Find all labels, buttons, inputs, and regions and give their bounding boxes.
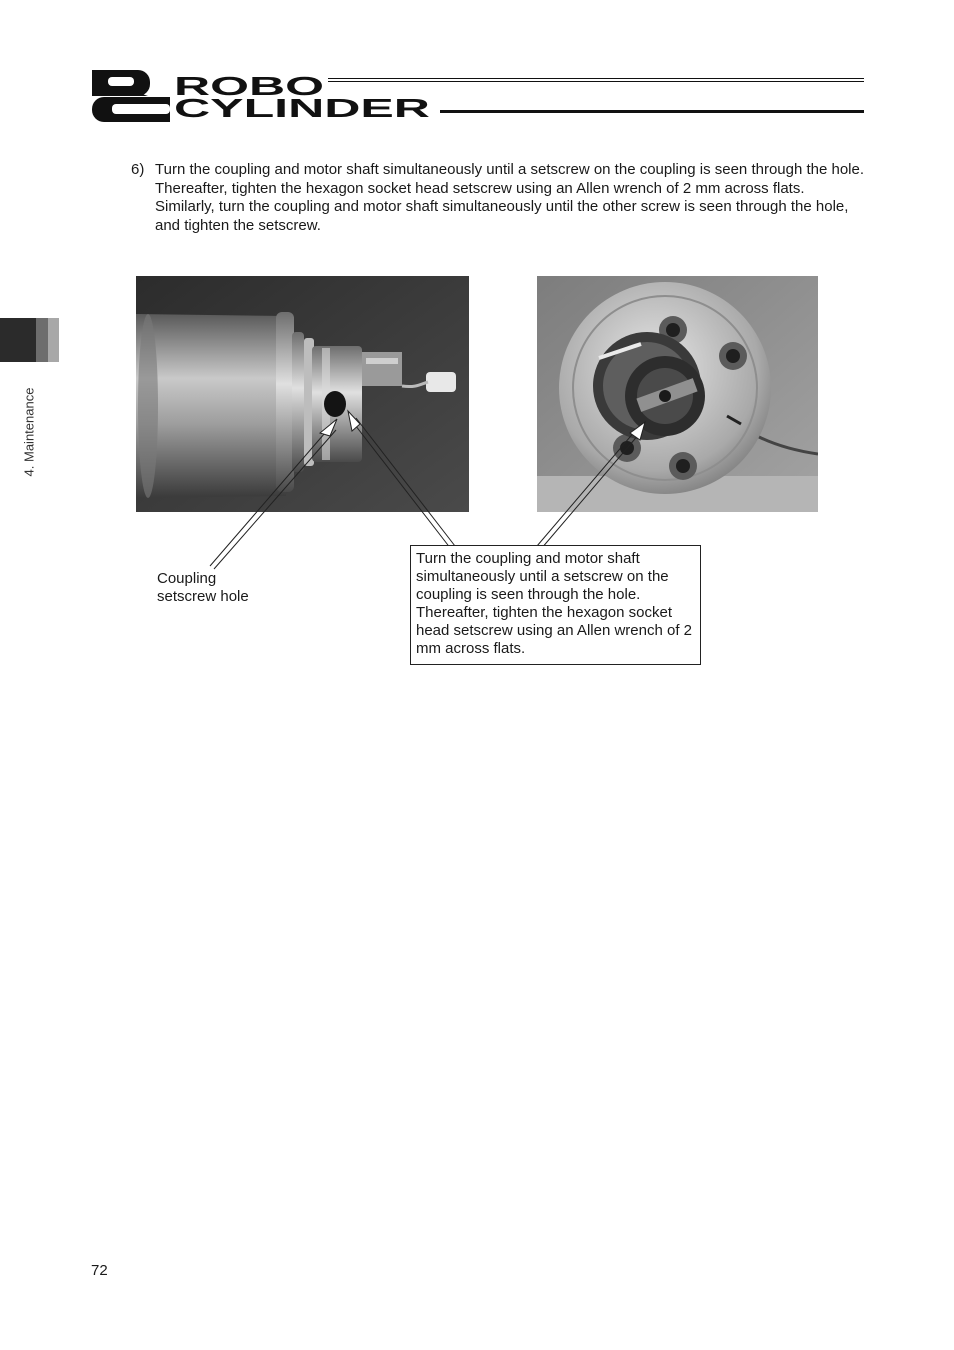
step-line-2: Thereafter, tighten the hexagon socket head setscrew using an Allen wrench of 2 mm across flats. <box>155 179 805 197</box>
logo-line2: CYLINDER <box>174 93 431 123</box>
header-rule-mid <box>328 81 864 82</box>
side-tab-light <box>48 318 59 362</box>
step-instructions <box>155 161 865 235</box>
step-line-1: Turn the coupling and motor shaft simultaneously until a setscrew on the coupling is seen through the hole. <box>155 161 865 178</box>
coupling-front-photo <box>537 276 818 512</box>
side-tab-mid <box>36 318 48 362</box>
header-rule-thick <box>440 110 864 113</box>
robo-cylinder-logo <box>90 68 435 124</box>
side-tab-dark <box>0 318 36 362</box>
section-label: 4. Maintenance <box>21 387 37 477</box>
instruction-callout: Turn the coupling and motor shaft simultaneously until a setscrew on the coupling is seen through the hole. Thereafter, tighten the hexagon socket head setscrew using an Allen wrench of 2 mm across flats. <box>410 545 701 665</box>
step-number: 6) <box>131 161 145 178</box>
motor-side-illustration <box>136 276 469 512</box>
coupling-front-illustration <box>537 276 818 512</box>
motor-side-photo <box>136 276 469 512</box>
step-line-3: Similarly, turn the coupling and motor shaft simultaneously until the other screw is seen through the hole, and tighten the setscrew. <box>155 198 849 234</box>
coupling-setscrew-hole-label <box>157 570 249 606</box>
hole-label-line-1: Coupling <box>157 570 217 587</box>
logo-line1: ROBO <box>174 71 324 101</box>
header-rule-top <box>328 78 864 79</box>
hole-label-line-2: setscrew hole <box>157 588 249 605</box>
page-number: 72 <box>91 1262 108 1279</box>
